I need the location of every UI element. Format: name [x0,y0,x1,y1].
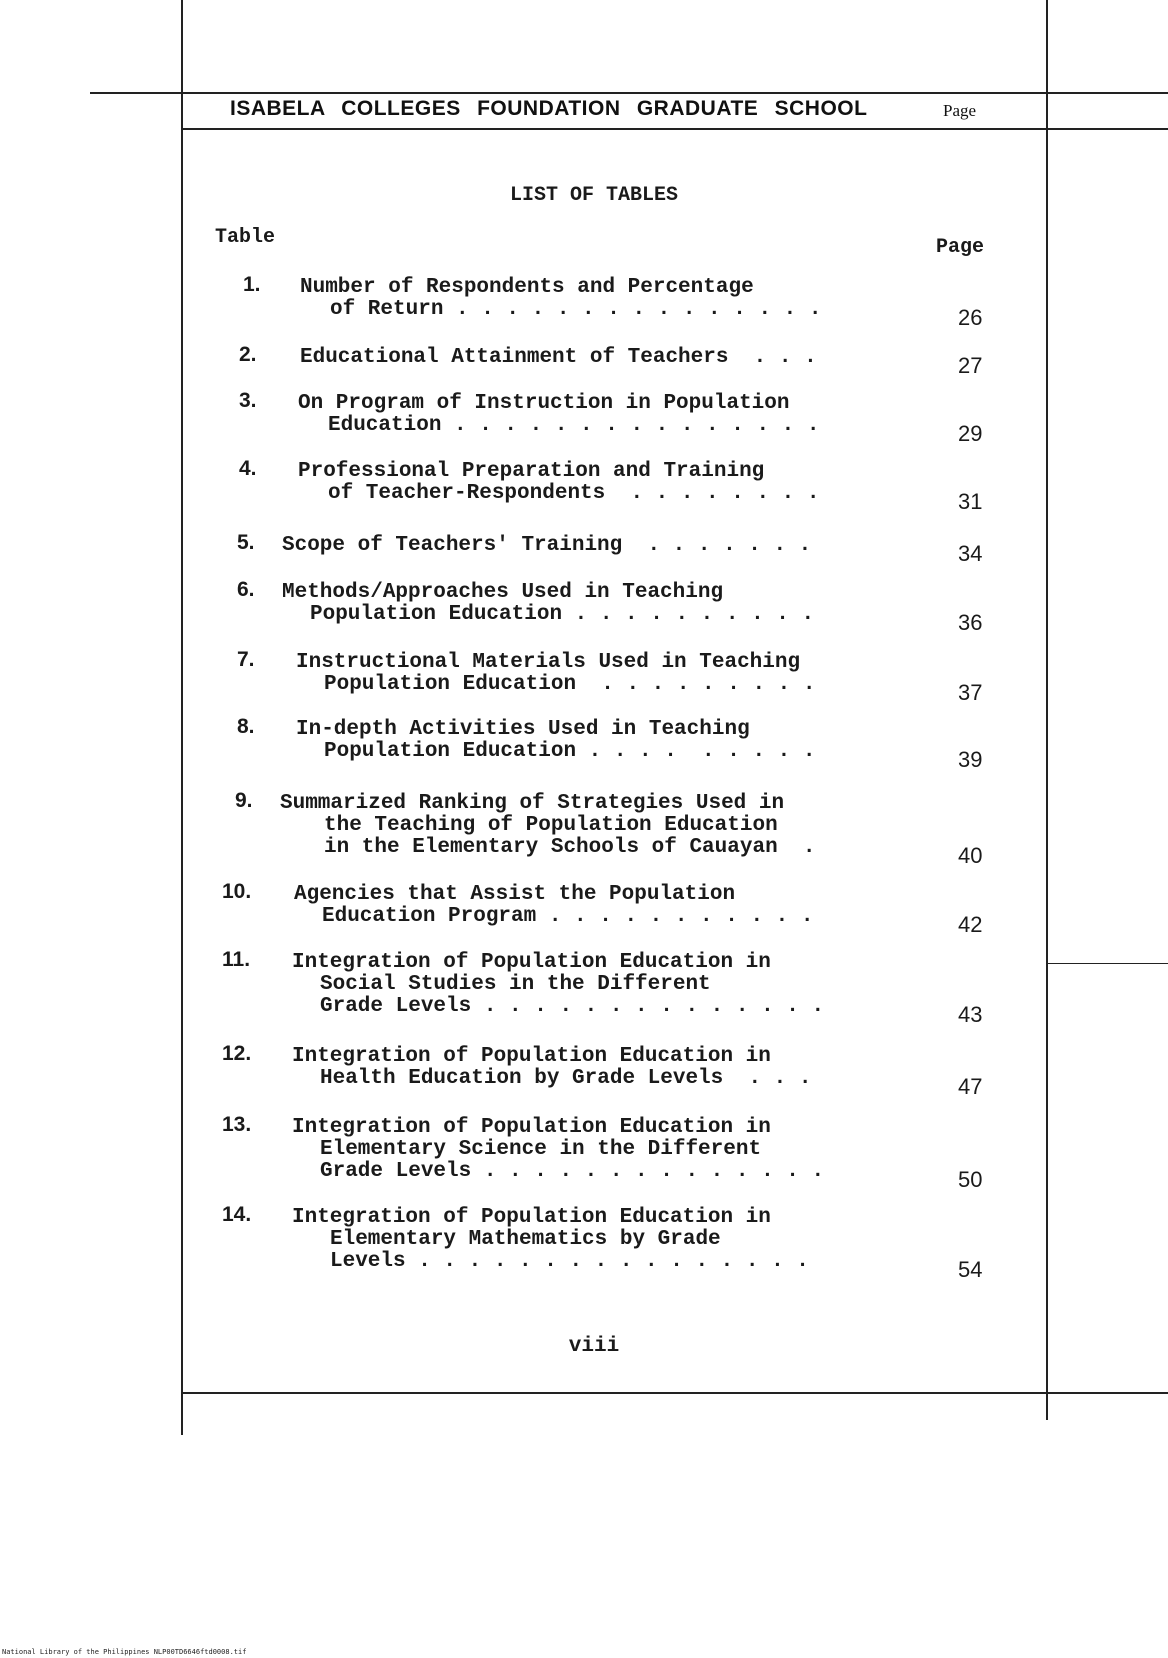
toc-entry-page: 42 [958,912,983,937]
toc-entry-number: 13. [222,1113,252,1136]
toc-entry-page: 43 [958,1002,983,1027]
toc-entry-title-line: Professional Preparation and Training [298,460,765,483]
toc-entry-page: 36 [958,610,983,635]
column-header-page: Page [936,236,985,259]
toc-entry-title-line: Health Education by Grade Levels . . . [320,1067,812,1090]
toc-entry-title-line: the Teaching of Population Education [324,814,778,837]
toc-entry-page: 47 [958,1074,983,1099]
column-header-table: Table [215,226,276,249]
toc-entry-title-line: Integration of Population Education in [292,1206,771,1229]
toc-entry-title-line: Scope of Teachers' Training . . . . . . . [282,534,812,557]
toc-entry-page: 39 [958,747,983,772]
toc-entry-title-line: Educational Attainment of Teachers . . . [300,346,817,369]
toc-entry-title-line: Levels . . . . . . . . . . . . . . . . [330,1250,809,1273]
toc-entry-title-line: Number of Respondents and Percentage [300,276,754,299]
toc-entry-number: 4. [239,457,257,480]
toc-entry-page: 40 [958,843,983,868]
toc-entry-title-line: On Program of Instruction in Population [298,392,790,415]
library-footer-note: National Library of the Philippines NLP00TD6646ftd0008.tif [2,1648,247,1656]
toc-entry-number: 2. [239,343,257,366]
school-header: ISABELA COLLEGES FOUNDATION GRADUATE SCHOOL [230,97,868,120]
toc-entry-title-line: Summarized Ranking of Strategies Used in [280,792,785,815]
toc-entry-number: 10. [222,880,252,903]
toc-entry-title-line: In-depth Activities Used in Teaching [296,718,750,741]
toc-entry-title-line: Population Education . . . . . . . . . [324,740,816,763]
toc-entry-number: 1. [243,273,261,296]
toc-entry-number: 3. [239,389,257,412]
page-title: LIST OF TABLES [509,184,679,207]
toc-entry-title-line: Education . . . . . . . . . . . . . . . [328,414,820,437]
toc-entry-title-line: Integration of Population Education in [292,951,771,974]
toc-entry-page: 31 [958,489,983,514]
toc-entry-page: 54 [958,1257,983,1282]
toc-entry-title-line: Integration of Population Education in [292,1045,771,1068]
toc-entry-title-line: Social Studies in the Different [320,973,711,996]
toc-entry-title-line: Population Education . . . . . . . . . . [310,603,815,626]
toc-entry-number: 6. [237,578,255,601]
toc-entry-title-line: Population Education . . . . . . . . . [324,673,816,696]
toc-entry-page: 50 [958,1167,983,1192]
toc-entry-number: 7. [237,648,255,671]
toc-entry-title-line: of Return . . . . . . . . . . . . . . . [330,298,822,321]
page-folio: viii [568,1335,620,1358]
toc-entry-number: 12. [222,1042,252,1065]
toc-entry-title-line: Instructional Materials Used in Teaching [296,651,801,674]
toc-entry-title-line: Education Program . . . . . . . . . . . [322,905,814,928]
toc-entry-number: 11. [222,948,251,971]
header-page-label: Page [943,101,977,120]
toc-entry-number: 9. [235,789,253,812]
toc-entry-title-line: Agencies that Assist the Population [294,883,736,906]
toc-entry-number: 5. [237,531,255,554]
toc-entry-page: 34 [958,541,983,566]
toc-entry-page: 37 [958,680,983,705]
toc-entry-title-line: of Teacher-Respondents . . . . . . . . [328,482,820,505]
toc-entry-title-line: in the Elementary Schools of Cauayan . [324,836,816,859]
toc-entry-title-line: Integration of Population Education in [292,1116,771,1139]
toc-entry-number: 8. [237,715,255,738]
toc-entry-title-line: Grade Levels . . . . . . . . . . . . . . [320,995,825,1018]
toc-entry-page: 26 [958,305,983,330]
toc-entry-page: 27 [958,353,983,378]
toc-entry-number: 14. [222,1203,252,1226]
toc-entry-title-line: Grade Levels . . . . . . . . . . . . . . [320,1160,825,1183]
toc-entry-title-line: Elementary Mathematics by Grade [330,1228,721,1251]
toc-entry-title-line: Methods/Approaches Used in Teaching [282,581,724,604]
toc-entry-title-line: Elementary Science in the Different [320,1138,762,1161]
toc-entry-page: 29 [958,421,983,446]
